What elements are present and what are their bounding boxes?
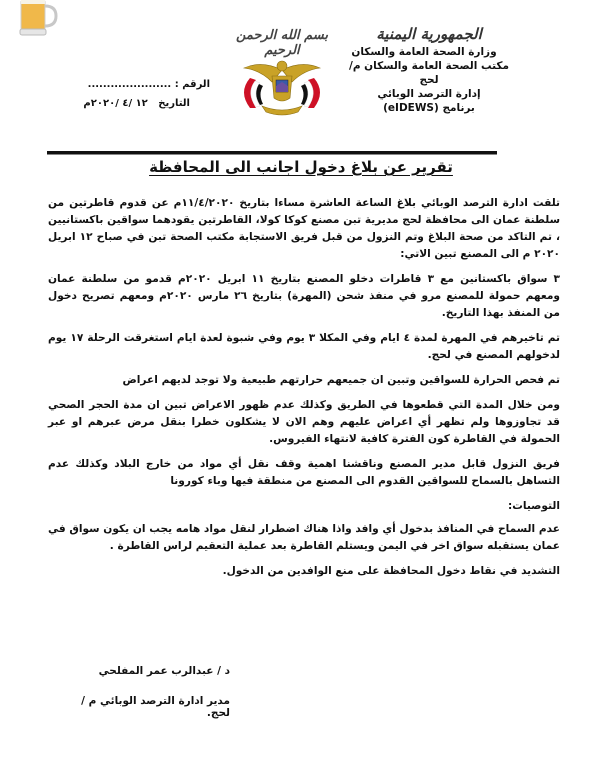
department-name: إدارة الترصد الوبائي (377, 88, 481, 100)
paragraph-temperature-check: تم فحص الحرارة للسواقين وتبين ان جميعهم حرارتهم طبيعية ولا توجد لديهم اعراض (122, 374, 560, 386)
header-divider (47, 151, 497, 154)
signatory-position: مدير ادارة الترصد الوبائي م /لحج. (81, 695, 230, 719)
reference-number (70, 79, 210, 90)
signatory-name: د / عبدالرب عمر المفلحي (98, 665, 230, 677)
report-title-text: تقرير عن بلاغ دخول اجانب الى المحافظة (149, 158, 453, 176)
recommendations-heading: التوصيات: (508, 500, 560, 512)
beer-mug-icon (18, 0, 58, 38)
date-value: ١٢ /٤ /٢٠٢٠م (83, 98, 148, 109)
yemen-emblem-icon (232, 56, 332, 118)
date-label: التاريخ (158, 98, 190, 109)
reference-value: ...................... (87, 79, 172, 90)
program-name: برنامج (eIDEWS) (383, 102, 475, 114)
ministry-name: وزارة الصحة العامة والسكان (351, 46, 497, 58)
document-date (70, 98, 190, 109)
signature-block (60, 665, 230, 737)
republic-of-yemen-calligraphy: الجمهورية اليمنية (376, 25, 482, 43)
reference-label: الرقم : (174, 79, 210, 90)
paragraph-quarantine-assessment: ومن خلال المدة التي قطعوها في الطريق وكذلك عدم ظهور الاعراض تبين ان مدة الحجر الصحي قد تجاوزوها ولم تظهر أي اعراض عليهم وهم الان لا يشكلون خطرا بنقل مرض عبرهم او عبر الحمولة في القاطرة كون الفترة كافية لانتهاء الفيروس. (48, 399, 560, 445)
paragraph-journey-delays: تم تاخيرهم في المهرة لمدة ٤ ايام وفي المكلا ٣ يوم وفي شبوة لعدة ايام استغرقت الرحلة ١٧ يوم لدخولهم المصنع في لحج. (48, 332, 560, 361)
office-name: مكتب الصحة العامة والسكان م/ لحج (348, 60, 510, 86)
report-body (48, 195, 560, 588)
paragraph-team-meeting: فريق النزول قابل مدير المصنع وناقشنا اهمية وقف نقل أي مواد من خارج البلاد وكذلك عدم التساهل بالسماح للسواقين القدوم الى المصنع من منطقة فيها وباء كورونا (48, 458, 560, 487)
organization-header (344, 24, 514, 115)
recommendation-entry-points: التشديد في نقاط دخول المحافظة على منع الوافدين من الدخول. (222, 565, 560, 577)
recommendation-border-entry: عدم السماح في المنافذ بدخول أي وافد واذا هناك اضطرار لنقل مواد هامه يجب ان يكون سواق في عمان يستقبله سواق اخر في اليمن ويستلم القاطرة بعد عملية التعقيم لراس القاطرة . (48, 523, 560, 552)
paragraph-report-received: تلقت ادارة الترصد الوبائي بلاغ الساعة العاشرة مساءا بتاريخ ١١/٤/٢٠٢٠م عن قدوم قاطرتين من سلطنة عمان الى محافظة لحج مديرية تبن مصنع كوكا كولا، القاطرتين يقودهما سواقين باكستانيين ، تم التاكد من صحة البلاغ وتم النزول من قبل فريق الاستجابة مكتب الصحة تبن في صباح ١٢ ابريل ٢٠٢٠ م الى المصنع تبين الاتي: (48, 197, 561, 260)
paragraph-drivers-arrival: ٣ سواق باكستانين مع ٣ قاطرات دخلو المصنع بتاريخ ١١ ابريل ٢٠٢٠م قدمو من سلطنة عمان ومعهم حمولة للمصنع مرو في منفذ شحن (المهرة) بتاريخ ٢٦ مارس ٢٠٢٠م ومعهم تصريح دخول من المنفذ بهذا التاريخ. (48, 273, 561, 319)
basmala-calligraphy: بسم الله الرحمن الرحيم (236, 28, 328, 58)
report-title (0, 158, 602, 176)
